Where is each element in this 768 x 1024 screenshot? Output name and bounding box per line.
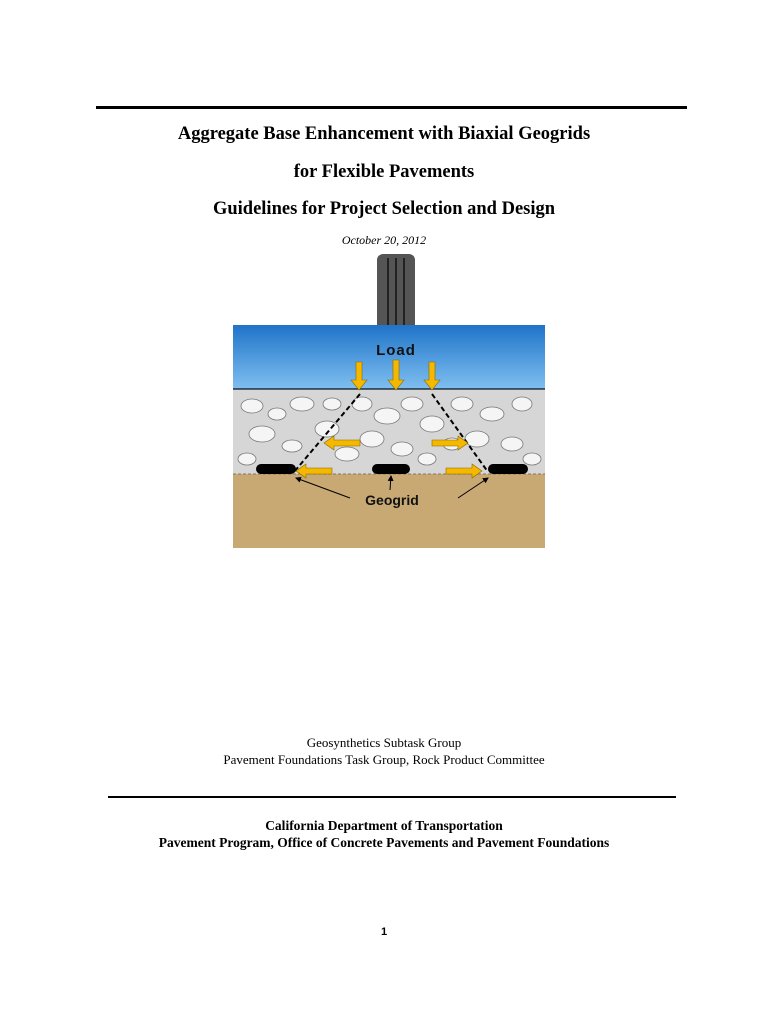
bottom-rule xyxy=(108,796,676,798)
document-title-line-2: for Flexible Pavements xyxy=(293,162,475,182)
page-number: 1 xyxy=(380,926,388,938)
aggregate-base-layer xyxy=(233,390,545,474)
document-title-line-3: Guidelines for Project Selection and Design xyxy=(212,199,556,219)
geogrid-label: Geogrid xyxy=(365,492,419,508)
geogrid-pavement-figure xyxy=(232,254,546,548)
organization-program: Pavement Program, Office of Concrete Pavements and Pavement Foundations xyxy=(158,835,610,850)
organization-name: California Department of Transportation xyxy=(265,818,503,833)
subgrade-layer xyxy=(233,474,545,548)
document-title-line-1: Aggregate Base Enhancement with Biaxial Geogrids xyxy=(177,124,591,144)
top-rule xyxy=(96,106,687,109)
credit-subtask-group: Geosynthetics Subtask Group xyxy=(306,735,462,750)
credit-task-group: Pavement Foundations Task Group, Rock Product Committee xyxy=(223,752,545,767)
load-label: Load xyxy=(376,342,416,359)
tire-icon xyxy=(377,254,415,330)
document-date: October 20, 2012 xyxy=(341,233,427,247)
